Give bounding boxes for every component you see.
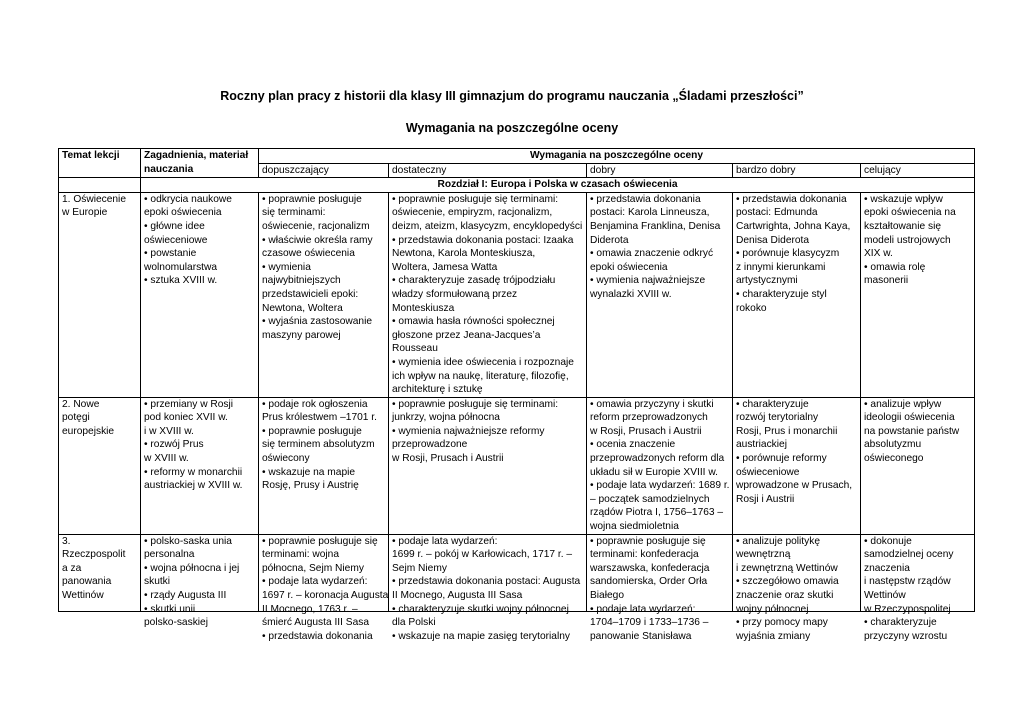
- table-row: [59, 534, 975, 611]
- cell-line: Białego: [590, 590, 624, 601]
- grade-cell: [733, 534, 861, 642]
- cell-line: w XVIII w.: [144, 453, 189, 465]
- grade-cell: [259, 192, 389, 397]
- cell-line: wyjaśnia zmiany: [736, 630, 811, 642]
- cell-line: postaci: Edmunda: [736, 207, 818, 219]
- grade-header: dopuszczający: [259, 163, 389, 178]
- cell-line: maszyny parowej: [262, 329, 341, 341]
- cell-line: układu sił w Europie XVIII w.: [590, 466, 718, 478]
- cell-line: wewnętrzną: [736, 549, 791, 561]
- cell-line: • przy pomocy mapy: [736, 617, 828, 629]
- cell-line: oświeconego: [864, 453, 924, 465]
- cell-line: i w XVIII w.: [144, 425, 194, 437]
- cell-line: • dokonuje: [864, 535, 912, 547]
- cell-line: oświecenie, racjonalizm: [262, 220, 370, 232]
- cell-line: warszawska, konfederacja: [590, 562, 710, 574]
- cell-line: • ocenia znaczenie: [590, 439, 676, 451]
- cell-line: artystycznymi: [736, 275, 798, 287]
- cell-line: • charakteryzuje styl: [736, 288, 827, 300]
- cell-line: Monteskiusza: [392, 302, 455, 314]
- cell-line: • reformy w monarchii: [144, 466, 243, 478]
- table-row: [59, 192, 975, 397]
- issues-cell: [141, 534, 259, 629]
- cell-line: władzy sformułowaną przez: [392, 288, 518, 300]
- grade-cell: [259, 534, 389, 642]
- cell-line: przeprowadzonych reform dla: [590, 453, 725, 465]
- section-row: [59, 178, 975, 193]
- cell-line: kształtowanie się: [864, 220, 942, 232]
- cell-line: na powstanie państw: [864, 425, 960, 437]
- cell-line: i następstw rządów: [864, 576, 951, 588]
- cell-line: Rosję, Prusy i Austrię: [262, 480, 359, 492]
- cell-line: Rousseau: [392, 343, 438, 355]
- cell-line: austriackiej: [736, 439, 787, 451]
- cell-line: • wymienia idee oświecenia i rozpoznaje: [392, 356, 574, 368]
- header-issues: Zagadnienia, materiał nauczania: [141, 149, 259, 178]
- cell-line: Denisa Diderota: [736, 234, 810, 246]
- cell-line: terminami: wojna: [262, 549, 339, 561]
- cell-line: • omawia rolę: [864, 261, 926, 273]
- cell-line: znaczenie oraz skutki: [736, 590, 834, 601]
- cell-line: oświecenie, empiryzm, racjonalizm,: [392, 207, 553, 219]
- cell-line: • wskazuje na mapie: [262, 466, 356, 478]
- cell-line: Newtona, Karola Monteskiusza,: [392, 248, 536, 260]
- cell-line: modeli ustrojowych: [864, 234, 951, 246]
- cell-line: Diderota: [590, 234, 629, 246]
- cell-line: deizm, ateizm, klasycyzm, encyklopedyści: [392, 220, 583, 232]
- cell-line: epoki oświecenia: [590, 261, 668, 273]
- cell-line: • analizuje wpływ: [864, 398, 942, 410]
- cell-line: • skutki unii: [144, 603, 196, 615]
- cell-line: przedstawicieli epoki:: [262, 288, 359, 300]
- cell-line: rokoko: [736, 302, 767, 314]
- issues-cell: [141, 397, 259, 534]
- table-row: [59, 397, 975, 534]
- cell-line: Wettinów: [62, 590, 104, 601]
- cell-line: Cartwrighta, Johna Kaya,: [736, 220, 851, 232]
- cell-line: a za: [62, 562, 82, 574]
- cell-line: ideologii oświecenia: [864, 412, 955, 424]
- cell-line: • porównuje klasycyzm: [736, 248, 840, 260]
- cell-line: • przemiany w Rosji: [144, 398, 234, 410]
- cell-line: masonerii: [864, 275, 909, 287]
- header-requirements: Wymagania na poszczególne oceny: [259, 149, 975, 164]
- cell-line: • poprawnie posługuje: [262, 425, 362, 437]
- cell-line: • przedstawia dokonania postaci: Izaaka: [392, 234, 574, 246]
- cell-line: reform przeprowadzonych: [590, 412, 708, 424]
- cell-line: austriackiej w XVIII w.: [144, 480, 243, 492]
- cell-line: 2. Nowe: [62, 398, 100, 410]
- cell-line: Rosji i Austrii: [736, 493, 795, 505]
- cell-line: • wymienia najważniejsze reformy: [392, 425, 545, 437]
- cell-line: panowanie Stanisława: [590, 630, 692, 642]
- cell-line: • podaje rok ogłoszenia: [262, 398, 368, 410]
- cell-line: • wskazuje na mapie zasięg terytorialny: [392, 630, 570, 642]
- cell-line: w Rosji, Prusach i Austrii: [392, 453, 504, 465]
- cell-line: architekturę i sztukę: [392, 384, 483, 396]
- cell-line: w Europie: [62, 207, 108, 219]
- cell-line: Sejm Niemy: [392, 562, 447, 574]
- grade-header: dobry: [587, 163, 733, 178]
- grade-cell: [389, 534, 587, 642]
- grade-cell: [587, 397, 733, 534]
- cell-line: personalna: [144, 549, 195, 561]
- cell-line: rządów Piotra I, 1756–1763 –: [590, 507, 724, 519]
- cell-line: 1704–1709 i 1733–1736 –: [590, 617, 709, 629]
- cell-line: oświecony: [262, 453, 310, 465]
- cell-line: • charakteryzuje skutki wojny północnej: [392, 603, 569, 615]
- issues-cell: [141, 192, 259, 397]
- cell-line: Woltera, Jamesa Watta: [392, 261, 498, 273]
- cell-line: • właściwie określa ramy: [262, 234, 373, 246]
- cell-line: przyczyny wzrostu: [864, 630, 948, 642]
- grade-cell: [587, 534, 733, 642]
- cell-line: 1. Oświecenie: [62, 193, 126, 205]
- cell-line: wynalazki XVIII w.: [590, 288, 672, 300]
- cell-line: • sztuka XVIII w.: [144, 275, 218, 287]
- cell-line: • charakteryzuje zasadę trójpodziału: [392, 275, 556, 287]
- cell-line: się terminami:: [262, 207, 326, 219]
- lesson-topic-cell: [59, 192, 141, 397]
- header-row: [59, 149, 975, 164]
- cell-line: epoki oświecenia: [144, 207, 222, 219]
- cell-line: – początek samodzielnych: [590, 493, 710, 505]
- grade-cell: [259, 397, 389, 534]
- cell-line: wolnomularstwa: [144, 261, 218, 273]
- cell-line: • poprawnie posługuje: [262, 193, 362, 205]
- cell-line: wojny północnej: [736, 603, 809, 615]
- document-title: Roczny plan pracy z historii dla klasy III gimnazjum do programu nauczania „Śladami przeszłości”: [220, 89, 804, 103]
- cell-line: II Mocnego, 1763 r. –: [262, 603, 358, 615]
- cell-line: wprowadzone w Prusach,: [736, 480, 853, 492]
- cell-line: • polsko-saska unia: [144, 535, 232, 547]
- cell-line: • wojna północna i jej: [144, 562, 240, 574]
- cell-line: polsko-saskiej: [144, 617, 208, 629]
- cell-line: • rozwój Prus: [144, 439, 204, 451]
- cell-line: • przedstawia dokonania: [262, 630, 373, 642]
- grade-cell: [389, 192, 587, 397]
- cell-line: terminami: konfederacja: [590, 549, 699, 561]
- grade-cell: [587, 192, 733, 397]
- cell-line: II Mocnego, Augusta III Sasa: [392, 590, 523, 601]
- cell-line: się terminem absolutyzm: [262, 439, 375, 451]
- cell-line: Newtona, Woltera: [262, 302, 343, 314]
- cell-line: 1699 r. – pokój w Karłowicach, 1717 r. –: [392, 549, 573, 561]
- cell-line: • charakteryzuje: [736, 398, 809, 410]
- cell-line: postaci: Karola Linneusza,: [590, 207, 710, 219]
- section-title: Rozdział I: Europa i Polska w czasach oświecenia: [141, 178, 975, 193]
- cell-line: Benjamina Franklina, Denisa: [590, 220, 721, 232]
- cell-line: z innymi kierunkami: [736, 261, 826, 273]
- cell-line: • omawia hasła równości społecznej: [392, 316, 555, 328]
- grade-header: dostateczny: [389, 163, 587, 178]
- lesson-topic-cell: [59, 534, 141, 611]
- cell-line: wojna siedmioletnia: [590, 521, 679, 533]
- cell-line: 3.: [62, 535, 71, 547]
- grade-header: celujący: [861, 163, 975, 178]
- cell-line: samodzielnej oceny: [864, 549, 954, 561]
- cell-line: pod koniec XVII w.: [144, 412, 228, 424]
- grade-cell: [861, 192, 975, 397]
- cell-line: • poprawnie posługuje się terminami:: [392, 193, 559, 205]
- grade-cell: [861, 397, 975, 534]
- grade-cell: [733, 397, 861, 534]
- lesson-topic-cell: [59, 397, 141, 534]
- header-topic: Temat lekcji: [59, 149, 141, 178]
- cell-line: czasowe oświecenia: [262, 248, 355, 260]
- cell-line: najwybitniejszych: [262, 275, 341, 287]
- cell-line: przeprowadzone: [392, 439, 468, 451]
- grade-header: bardzo dobry: [733, 163, 861, 178]
- cell-line: • przedstawia dokonania: [736, 193, 847, 205]
- cell-line: • szczegółowo omawia: [736, 576, 839, 588]
- cell-line: rozwój terytorialny: [736, 412, 819, 424]
- cell-line: junkrzy, wojna północna: [392, 412, 500, 424]
- cell-line: Rzeczpospolit: [62, 549, 126, 561]
- cell-line: • omawia przyczyny i skutki: [590, 398, 714, 410]
- cell-line: głoszone przez Jeana-Jacques’a: [392, 329, 541, 341]
- cell-line: 1697 r. – koronacja Augusta: [262, 590, 389, 601]
- cell-line: • podaje lata wydarzeń: 1689 r.: [590, 480, 730, 492]
- cell-line: • porównuje reformy: [736, 453, 827, 465]
- cell-line: potęgi: [62, 412, 90, 424]
- cell-line: • poprawnie posługuje się: [262, 535, 378, 547]
- cell-line: • poprawnie posługuje się terminami:: [392, 398, 559, 410]
- cell-line: • przedstawia dokonania postaci: Augusta: [392, 576, 581, 588]
- cell-line: dla Polski: [392, 617, 436, 629]
- cell-line: • podaje lata wydarzeń:: [590, 603, 696, 615]
- cell-line: epoki oświecenia na: [864, 207, 956, 219]
- requirements-table: [58, 148, 975, 642]
- grade-cell: [733, 192, 861, 397]
- cell-line: • rządy Augusta III: [144, 590, 227, 601]
- cell-line: • podaje lata wydarzeń:: [392, 535, 498, 547]
- cell-line: • wymienia: [262, 261, 311, 273]
- cell-line: europejskie: [62, 425, 115, 437]
- cell-line: XIX w.: [864, 248, 893, 260]
- cell-line: • podaje lata wydarzeń:: [262, 576, 368, 588]
- cell-line: oświeceniowe: [736, 466, 800, 478]
- cell-line: • omawia znaczenie odkryć: [590, 248, 714, 260]
- cell-line: skutki: [144, 576, 171, 588]
- cell-line: absolutyzmu: [864, 439, 922, 451]
- cell-line: • powstanie: [144, 248, 197, 260]
- cell-line: w Rosji, Prusach i Austrii: [590, 425, 702, 437]
- grade-cell: [861, 534, 975, 642]
- cell-line: w Rzeczypospolitej: [864, 603, 951, 615]
- cell-line: • wskazuje wpływ: [864, 193, 943, 205]
- cell-line: ich wpływ na naukę, literaturę, filozofię,: [392, 370, 569, 382]
- cell-line: sandomierska, Order Orła: [590, 576, 708, 588]
- cell-line: • poprawnie posługuje się: [590, 535, 706, 547]
- cell-line: • charakteryzuje: [864, 617, 937, 629]
- cell-line: śmierć Augusta III Sasa: [262, 617, 370, 629]
- cell-line: Wettinów: [864, 590, 906, 601]
- cell-line: • przedstawia dokonania: [590, 193, 701, 205]
- cell-line: • wymienia najważniejsze: [590, 275, 706, 287]
- cell-line: • analizuje politykę: [736, 535, 820, 547]
- cell-line: Rosji, Prus i monarchii: [736, 425, 838, 437]
- cell-line: znaczenia: [864, 562, 910, 574]
- document-subtitle: Wymagania na poszczególne oceny: [405, 121, 619, 135]
- cell-line: • główne idee: [144, 220, 205, 232]
- cell-line: oświeceniowe: [144, 234, 208, 246]
- cell-line: • odkrycia naukowe: [144, 193, 232, 205]
- cell-line: • wyjaśnia zastosowanie: [262, 316, 373, 328]
- cell-line: Prus królestwem –1701 r.: [262, 412, 377, 424]
- cell-line: panowania: [62, 576, 112, 588]
- cell-line: północna, Sejm Niemy: [262, 562, 364, 574]
- grade-cell: [389, 397, 587, 534]
- cell-line: i zewnętrzną Wettinów: [736, 562, 838, 574]
